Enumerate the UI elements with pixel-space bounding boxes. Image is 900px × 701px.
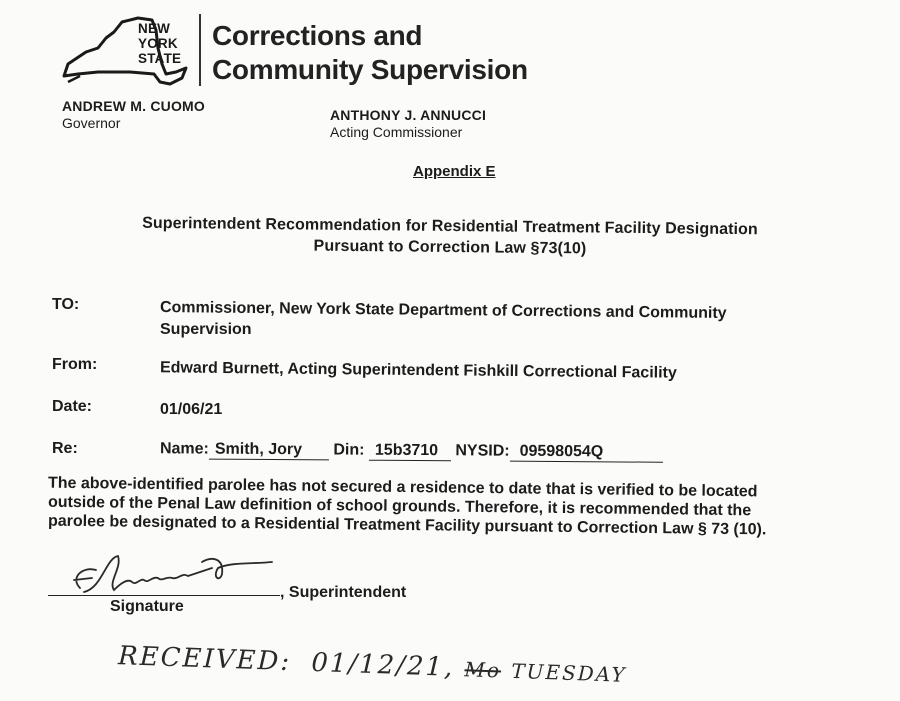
state-word-york: YORK	[138, 36, 178, 51]
re-line	[160, 440, 663, 463]
from-label: From:	[52, 356, 98, 373]
signature-line	[48, 595, 280, 596]
document-title-line2: Pursuant to Correction Law §73(10)	[313, 237, 587, 258]
name-label: Name:	[159, 440, 209, 458]
date-label: Date:	[52, 398, 93, 415]
to-value-line2: Supervision	[160, 321, 252, 338]
from-value: Edward Burnett, Acting Superintendent Fishkill Correctional Facility	[159, 359, 677, 382]
received-struck-text: Mo	[464, 657, 502, 683]
received-date: 01/12/21,	[310, 647, 455, 683]
body-line2: outside of the Penal Law definition of school grounds. Therefore, it is recommended that the	[47, 493, 752, 520]
appendix-heading: Appendix E	[413, 163, 496, 180]
received-prefix: RECEIVED:	[117, 641, 292, 678]
name-value: Smith, Jory	[209, 441, 329, 461]
signature-role: , Superintendent	[280, 584, 407, 601]
nysid-value: 09598054Q	[510, 443, 664, 463]
handwritten-signature	[62, 548, 282, 598]
signature-label: Signature	[110, 598, 184, 615]
received-day: TUESDAY	[510, 658, 628, 687]
din-value: 15b3710	[369, 442, 451, 462]
commissioner-name: ANTHONY J. ANNUCCI	[330, 107, 487, 123]
nysid-label: NYSID:	[455, 442, 510, 460]
commissioner-title: Acting Commissioner	[330, 124, 463, 140]
body-line1: The above-identified parolee has not secured a residence to date that is verified to be located	[47, 474, 758, 501]
state-word-state: STATE	[138, 51, 182, 66]
din-label: Din:	[333, 441, 365, 459]
received-note	[118, 641, 628, 689]
governor-title: Governor	[62, 115, 121, 131]
governor-name: ANDREW M. CUOMO	[62, 98, 205, 114]
document-title-line1: Superintendent Recommendation for Residential Treatment Facility Designation	[142, 214, 758, 239]
re-label: Re:	[52, 440, 78, 457]
body-line3: parolee be designated to a Residential Treatment Facility pursuant to Correction Law § 73 (10).	[47, 512, 767, 539]
state-word-new: NEW	[138, 21, 171, 36]
to-value-line1: Commissioner, New York State Department of Corrections and Community	[159, 299, 727, 322]
to-label: TO:	[52, 296, 80, 313]
department-name-line1: Corrections and	[212, 20, 423, 51]
date-value: 01/06/21	[160, 401, 223, 418]
department-name-line2: Community Supervision	[212, 54, 528, 85]
letterhead-divider	[199, 14, 201, 86]
